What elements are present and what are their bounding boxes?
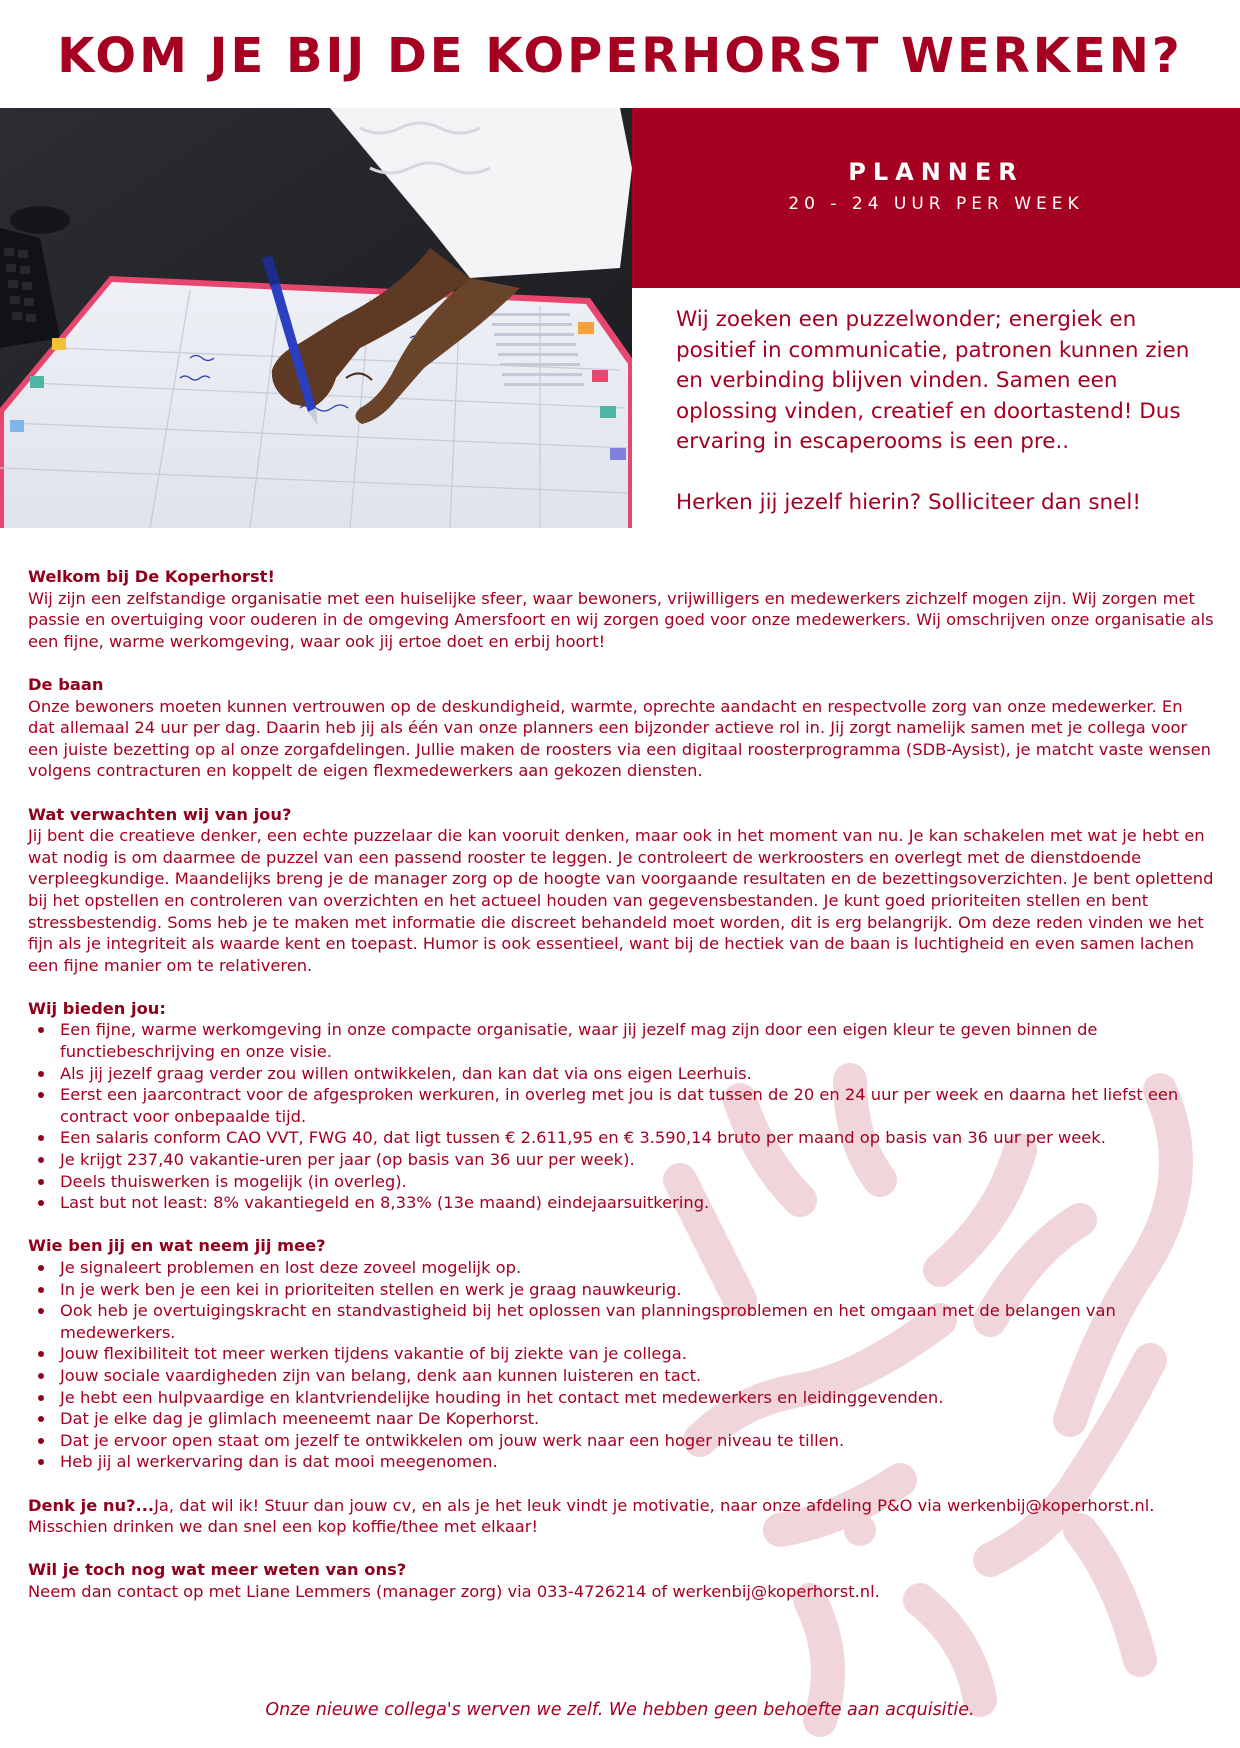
footer-note: Onze nieuwe collega's werven we zelf. We hebben geen behoefte aan acquisitie. [265, 1700, 975, 1720]
planner-desk-illustration [0, 108, 632, 528]
expectations-section [28, 804, 1214, 977]
job-heading: De baan [28, 674, 104, 694]
list-item: In je werk ben je een kei in prioriteiten stellen en werk je graag nauwkeurig. [60, 1279, 1214, 1301]
intro-call-to-action: Herken jij jezelf hierin? Solliciteer dan snel! [676, 489, 1141, 515]
list-item: Je hebt een hulpvaardige en klantvriendelijke houding in het contact met medewerkers en leidinggevenden. [60, 1387, 1214, 1409]
intro-paragraph: Wij zoeken een puzzelwonder; energiek en positief in communicatie, patronen kunnen zien en verbinding blijven vinden. Samen een oplossing vinden, creatief en doortastend! Dus ervaring in escaperooms is een pre.. [676, 307, 1190, 454]
list-item: Deels thuiswerken is mogelijk (in overleg). [60, 1171, 1214, 1193]
list-item: Je signaleert problemen en lost deze zoveel mogelijk op. [60, 1257, 1214, 1279]
apply-lead: Denk je nu?... [28, 1495, 155, 1515]
expectations-heading: Wat verwachten wij van jou? [28, 804, 292, 824]
mouse [10, 206, 70, 234]
offer-list [28, 1019, 1214, 1213]
list-item: Last but not least: 8% vakantiegeld en 8,33% (13e maand) eindejaarsuitkering. [60, 1192, 1214, 1214]
offer-section [28, 998, 1214, 1214]
list-item: Je krijgt 237,40 vakantie-uren per jaar (op basis van 36 uur per week). [60, 1149, 1214, 1171]
job-banner [632, 108, 1240, 288]
welcome-section [28, 566, 1214, 652]
expectations-text: Jij bent die creatieve denker, een echte puzzelaar die kan vooruit denken, maar ook in het moment van nu. Je kan schakelen met wat je hebt en wat nodig is om daarmee de puzzel van een passend rooster te leggen. Je controleert de werkroosters en overlegt met de dienstdoende verpleegkundige. Maandelijks breng je de manager zorg op de hoogte van voorgaande resultaten en de bezettingsoverzichten. Je bent oplettend bij het opstellen en controleren van overzichten en het actueel houden van gegevensbestanden. Je kunt goed prioriteiten stellen en bent stressbestendig. Soms heb je te maken met informatie die discreet behandeld moet worden, dit is erg belangrijk. Om deze reden vinden we het fijn als je integriteit als waarde kent en toepast. Humor is ook essentieel, want bij de hectiek van de baan is luchtigheid en even samen lachen een fijne manier om te relativeren. [28, 826, 1214, 975]
contact-text: Neem dan contact op met Liane Lemmers (manager zorg) via 033-4726214 of werkenbij@koperhorst.nl. [28, 1581, 880, 1601]
job-text: Onze bewoners moeten kunnen vertrouwen op de deskundigheid, warmte, oprechte aandacht en respectvolle zorg van onze medewerker. En dat allemaal 24 uur per dag. Daarin heb jij als één van onze planners een bijzonder actieve rol in. Jij zorgt namelijk samen met je collega voor een juiste bezetting op al onze zorgafdelingen. Jullie maken de roosters via een digitaal roosterprogramma (SDB-Aysist), je matcht vaste wensen volgens contracturen en koppelt de eigen flexmedewerkers aan gekozen diensten. [28, 696, 1211, 781]
welcome-text: Wij zijn een zelfstandige organisatie met een huiselijke sfeer, waar bewoners, vrijwilligers en medewerkers zichzelf mogen zijn. Wij zorgen met passie en overtuiging voor ouderen in de omgeving Amersfoort en wij zorgen goed voor onze medewerkers. Wij omschrijven onze organisatie als een fijne, warme werkomgeving, waar ook jij ertoe doet en erbij hoort! [28, 588, 1214, 651]
job-title: PLANNER [848, 158, 1024, 186]
list-item: Ook heb je overtuigingskracht en standvastigheid bij het oplossen van planningsproblemen en het omgaan met de belangen van medewerkers. [60, 1300, 1214, 1343]
list-item: Heb jij al werkervaring dan is dat mooi meegenomen. [60, 1451, 1214, 1473]
list-item: Dat je ervoor open staat om jezelf te ontwikkelen om jouw werk naar een hoger niveau te tillen. [60, 1430, 1214, 1452]
profile-list [28, 1257, 1214, 1473]
welcome-heading: Welkom bij De Koperhorst! [28, 567, 275, 586]
list-item: Eerst een jaarcontract voor de afgesproken werkuren, in overleg met jou is dat tussen de 20 en 24 uur per week en daarna het liefst een contract voor onbepaalde tijd. [60, 1084, 1214, 1127]
job-hours: 20 - 24 UUR PER WEEK [788, 194, 1084, 214]
job-section [28, 674, 1214, 782]
offer-heading: Wij bieden jou: [28, 998, 166, 1018]
contact-section [28, 1559, 1214, 1602]
contact-heading: Wil je toch nog wat meer weten van ons? [28, 1560, 407, 1580]
list-item: Jouw sociale vaardigheden zijn van belang, denk aan kunnen luisteren en tact. [60, 1365, 1214, 1387]
list-item: Een salaris conform CAO VVT, FWG 40, dat ligt tussen € 2.611,95 en € 3.590,14 bruto per maand op basis van 36 uur per week. [60, 1127, 1214, 1149]
apply-section [28, 1495, 1214, 1538]
list-item: Een fijne, warme werkomgeving in onze compacte organisatie, waar jij jezelf mag zijn door een eigen kleur te geven binnen de functiebeschrijving en onze visie. [60, 1019, 1214, 1062]
vacancy-content [28, 566, 1214, 1624]
apply-text: Ja, dat wil ik! Stuur dan jouw cv, en als je het leuk vindt je motivatie, naar onze afdeling P&O via werkenbij@koperhorst.nl. Misschien drinken we dan snel een kop koffie/thee met elkaar! [28, 1495, 1155, 1537]
profile-heading: Wie ben jij en wat neem jij mee? [28, 1236, 326, 1256]
hero-photo [0, 108, 632, 528]
profile-section [28, 1235, 1214, 1473]
page-title: KOM JE BIJ DE KOPERHORST WERKEN? [57, 28, 1183, 84]
list-item: Jouw flexibiliteit tot meer werken tijdens vakantie of bij ziekte van je collega. [60, 1343, 1214, 1365]
list-item: Als jij jezelf graag verder zou willen ontwikkelen, dan kan dat via ons eigen Leerhuis. [60, 1063, 1214, 1085]
list-item: Dat je elke dag je glimlach meeneemt naar De Koperhorst. [60, 1408, 1214, 1430]
intro-text [676, 305, 1206, 518]
